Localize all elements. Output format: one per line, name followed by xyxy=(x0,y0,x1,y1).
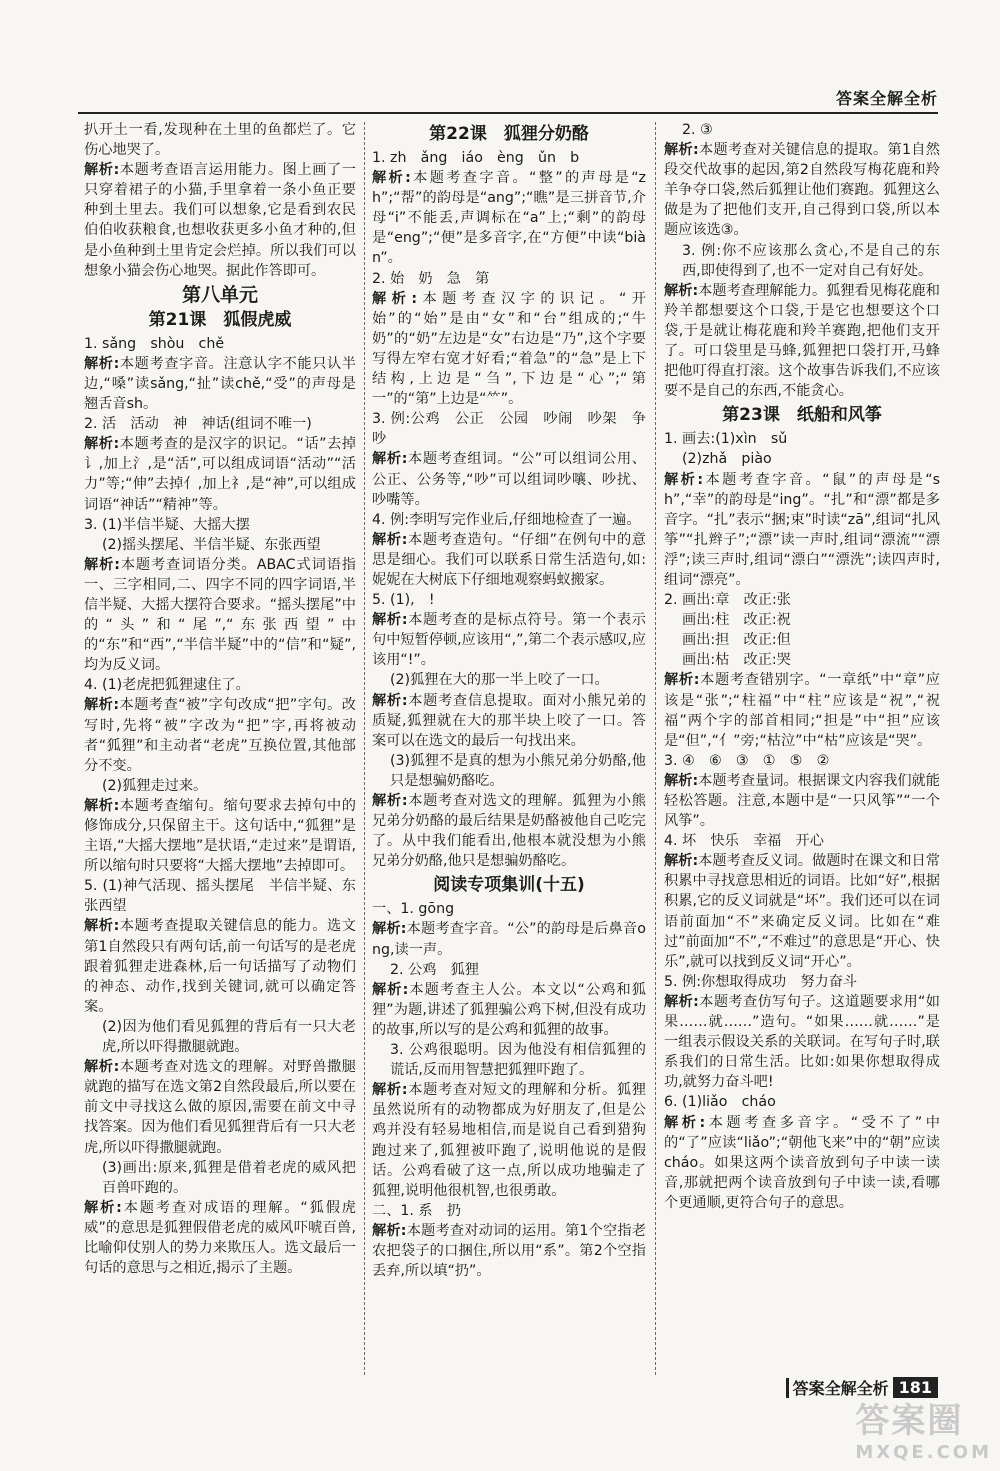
paragraph-text: 4. (1)老虎把狐狸逮住了。 xyxy=(84,677,250,694)
label-colon: : xyxy=(401,793,408,809)
answer-line xyxy=(372,510,646,530)
answer-line xyxy=(84,1158,356,1198)
analysis-paragraph xyxy=(84,1057,356,1157)
header-rule xyxy=(78,112,938,114)
analysis-label: 解析 xyxy=(664,282,693,299)
analysis-paragraph xyxy=(372,610,646,670)
answer-line xyxy=(664,449,940,469)
answer-line xyxy=(84,535,356,555)
paragraph-text: 本题考查信息提取。面对小熊兄弟的质疑,狐狸就在大的那半块上咬了一口。答案可以在选文的最后一句找出来。 xyxy=(372,692,646,749)
analysis-label: 解析 xyxy=(664,1114,700,1131)
answer-line xyxy=(84,515,356,535)
paragraph-text: 画出:柱 改正:祝 xyxy=(682,612,791,629)
analysis-label: 解析 xyxy=(372,451,402,468)
paragraph-text: 1. sǎng shòu chě xyxy=(84,335,225,352)
analysis-label: 解析 xyxy=(84,1199,117,1216)
paragraph-text: 3. 公鸡很聪明。因为他没有相信狐狸的谎话,反而用智慧把狐狸吓跑了。 xyxy=(390,1042,646,1079)
analysis-paragraph xyxy=(372,168,646,268)
label-colon: : xyxy=(405,170,411,187)
answer-line xyxy=(372,269,646,289)
answer-line xyxy=(664,241,940,281)
paragraph-text: 一、1. gōng xyxy=(372,901,455,918)
label-colon: : xyxy=(113,436,120,453)
label-colon: : xyxy=(693,993,699,1010)
label-colon: : xyxy=(401,451,408,468)
analysis-label: 解析 xyxy=(372,1222,401,1239)
answer-line xyxy=(372,899,646,919)
paragraph-text: 1. zh ǎng iáo èng ǔn b xyxy=(372,150,580,166)
section-heading: 第23课 纸船和风筝 xyxy=(722,405,882,426)
answer-line xyxy=(372,590,646,610)
paragraph-text: 本题考查反义词。做题时在课文和日常积累中寻找意思相近的词语。比如“好”,根据积累,它的反义词就是“坏”。我们还可以在词语前面加“不”来确定反义词。比如在“难过”前面加“不”,“不难过”的意思是“开心、快乐”,就可以找到反义词“开心”。 xyxy=(664,853,940,970)
section-heading: 第22课 狐狸分奶酪 xyxy=(429,124,589,144)
answer-line xyxy=(372,409,646,449)
paragraph-text: 扒开土一看,发现种在土里的鱼都烂了。它伤心地哭了。 xyxy=(84,122,356,159)
paragraph-text: 本题考查组词。“公”可以组词公用、公正、公务等,“吵”可以组词吵嚷、吵扰、吵嘴等。 xyxy=(372,451,646,508)
analysis-paragraph xyxy=(664,851,940,972)
label-colon: : xyxy=(114,556,120,573)
analysis-paragraph xyxy=(372,691,646,751)
answer-line xyxy=(372,1040,646,1080)
answer-line xyxy=(664,120,940,140)
label-colon: : xyxy=(401,531,408,548)
paragraph-text: 本题考查造句。“仔细”在例句中的意思是细心。我们可以联系日常生活造句,如:妮妮在大树底下仔细地观察蚂蚁搬家。 xyxy=(372,531,646,588)
paragraph-text: 2. 活 活动 神 神话(组词不唯一) xyxy=(84,416,312,433)
answer-line xyxy=(84,1017,356,1057)
column-1 xyxy=(84,120,356,1391)
label-colon: : xyxy=(113,697,120,714)
analysis-paragraph xyxy=(372,1080,646,1201)
analysis-paragraph xyxy=(664,670,940,750)
analysis-paragraph xyxy=(372,919,646,959)
analysis-paragraph xyxy=(84,695,356,775)
answer-line xyxy=(664,429,940,449)
paragraph-text: 本题考查对选文的理解。狐狸为小熊兄弟分奶酪的最后结果是奶酪被他自己吃完了。从中我们能看出,他根本就没想为小熊兄弟分奶酪,他只是想骗奶酪吃。 xyxy=(372,793,646,870)
watermark-site: MXQE.COM xyxy=(855,1442,992,1463)
paragraph-text: 本题考查语言运用能力。图上画了一只穿着裙子的小猫,手里拿着一条小鱼正要种到土里去。我们可以想象,它是看到农民伯伯收获粮食,也想收获更多小鱼才种的,但是小鱼种到土里肯定会烂掉。所以我们可以想象小猫会伤心地哭。据此作答即可。 xyxy=(84,162,356,279)
label-colon: : xyxy=(693,142,699,159)
paragraph-text: 本题考查理解能力。狐狸看见梅花鹿和羚羊都想要这个口袋,于是它也想要这个口袋,于是就让梅花鹿和羚羊赛跑,把他们支开了。可口袋里是马蜂,狐狸把口袋打开,马蜂把他叮得直打滚。这个故事告诉我们,不应该要不是自己的东西,不能贪心。 xyxy=(664,282,940,400)
answer-line xyxy=(664,630,940,650)
paragraph-text: 本题考查汉字的识记。“开始”的“始”是由“女”和“台”组成的;“牛奶”的“奶”左边是“女”右边是“乃”,这个字要写得左窄右宽才好看;“着急”的“急”是上下结构,上边是“刍”,下边是“心”;“第一”的“第”上边是“⺮”。 xyxy=(372,290,646,408)
label-colon: : xyxy=(697,471,704,488)
paragraph-text: 本题考查对动词的运用。第1个空指老农把袋子的口捆住,所以用“系”。第2个空指丢弃,所以填“扔”。 xyxy=(372,1222,646,1280)
analysis-label: 解析 xyxy=(372,921,401,938)
paragraph-text: 本题考查“被”字句改成“把”字句。改写时,先将“被”字改为“把”字,再将被动者“狐狸”和主动者“老虎”互换位置,其他部分不变。 xyxy=(84,697,356,774)
paragraph-text: 本题考查提取关键信息的能力。选文第1自然段只有两句话,前一句话写的是老虎跟着狐狸走进森林,后一句话描写了动物们的神态、动作,找到关键词,就可以确定答案。 xyxy=(84,918,356,1015)
analysis-label: 解析 xyxy=(84,797,114,814)
analysis-paragraph xyxy=(664,992,940,1092)
label-colon: : xyxy=(411,290,417,307)
footer-bar xyxy=(786,1378,789,1398)
analysis-paragraph xyxy=(84,555,356,676)
paragraph-text: 本题考查的是汉字的识记。“话”去掉讠,加上氵,是“活”,可以组成词语“活动”“活力”等;“伸”去掉亻,加上礻,是“神”,可以组成词语“神话”“精神”等。 xyxy=(84,436,356,513)
answer-line xyxy=(664,831,940,851)
answer-line xyxy=(84,776,356,796)
analysis-label: 解析 xyxy=(372,170,406,187)
footer-label: 答案全解全析 xyxy=(792,1379,889,1398)
paragraph-text: 1. 画去:(1)xìn sǔ xyxy=(664,431,788,448)
analysis-label: 解析 xyxy=(372,981,403,998)
answer-line xyxy=(664,610,940,630)
paragraph-text: 本题考查词语分类。ABAC式词语指一、三字相同,二、四字不同的四字词语,半信半疑、大摇大摆符合要求。“摇头摆尾”中的“头”和“尾”,“东张西望”中的“东”和“西”,“半信半疑”中的“信”和“疑”,均为反义词。 xyxy=(84,556,356,674)
paragraph-text: 画出:枯 改正:哭 xyxy=(682,652,791,669)
label-colon: : xyxy=(113,918,120,935)
answer-line xyxy=(664,1092,940,1112)
answer-line xyxy=(664,650,940,670)
analysis-label: 解析 xyxy=(372,612,402,629)
paragraph-text: 3. ④ ⑥ ③ ① ⑤ ② xyxy=(664,752,830,769)
analysis-label: 解析 xyxy=(664,853,693,870)
analysis-label: 解析 xyxy=(372,290,412,307)
column-divider xyxy=(655,122,656,1375)
paragraph-text: 2. 始 奶 急 第 xyxy=(372,270,490,287)
analysis-label: 解析 xyxy=(84,1059,114,1076)
paragraph-text: 3. 例:公鸡 公正 公园 吵闹 吵架 争吵 xyxy=(372,411,646,448)
paragraph-text: (2)因为他们看见狐狸的背后有一只大老虎,所以吓得撒腿就跑。 xyxy=(102,1018,356,1056)
paragraph-text: 本题考查对选文的理解。对野兽撒腿就跑的描写在选文第2自然段最后,所以要在前文中寻找这么做的原因,需要在前文中寻找答案。因为他们看见狐狸背后有一只大老虎,所以吓得撒腿就跑。 xyxy=(84,1059,356,1156)
analysis-paragraph xyxy=(664,470,940,591)
section-heading: 第21课 狐假虎威 xyxy=(148,309,292,330)
paragraph-text: 本题考查字音。“整”的声母是“zh”;“帮”的韵母是“ang”;“瞧”是三拼音节,介母“i”不能丢,声调标在“a”上;“剩”的韵母是“eng”;“便”是多音字,在“方便”中读“biàn”。 xyxy=(372,170,646,267)
answer-line xyxy=(372,960,646,980)
label-colon: : xyxy=(401,612,408,629)
section-heading: 第八单元 xyxy=(181,283,258,306)
analysis-paragraph xyxy=(372,449,646,509)
label-colon: : xyxy=(401,1082,408,1099)
answer-line xyxy=(84,876,356,916)
watermark-brand: 答案圈 xyxy=(855,1401,964,1441)
analysis-paragraph xyxy=(84,354,356,414)
paragraph-text: 2. 画出:章 改正:张 xyxy=(664,592,791,609)
analysis-label: 解析 xyxy=(664,772,693,789)
paragraph-text: 本题考查字音。“公”的韵母是后鼻音ong,读一声。 xyxy=(372,921,646,958)
paragraph-text: 本题考查字音。注意认字不能只认半边,“嗓”读sǎng,“扯”读chě,“受”的声母是翘舌音sh。 xyxy=(84,355,356,413)
analysis-paragraph xyxy=(664,771,940,831)
answer-line xyxy=(84,334,356,354)
analysis-label: 解析 xyxy=(664,142,693,159)
answer-line xyxy=(664,590,940,610)
paragraph-text: 本题考查多音字。“受不了”中的“了”应读“liǎo”;“朝他飞来”中的“朝”应读cháo。如果这两个读音放到句子中读一读音,那就把两个读音放到句子中读一读,看哪个更通顺,更符合句子的意思。 xyxy=(664,1114,940,1211)
paragraph-text: 本题考查仿写句子。这道题要求用“如果……就……”造句。“如果……就……”是一组表示假设关系的关联词。在写句子时,联系我们的日常生活。比如:如果你想取得成功,就努力奋斗吧! xyxy=(664,993,940,1091)
paragraph-text: 本题考查缩句。缩句要求去掉句中的修饰成分,只保留主干。这句话中,“狐狸”是主语,“大摇大摆地”是状语,“走过来”是谓语,所以缩句时只要将“大摇大摆地”去掉即可。 xyxy=(84,797,356,875)
analysis-paragraph xyxy=(84,916,356,1016)
label-colon: : xyxy=(692,772,699,789)
label-colon: : xyxy=(402,981,409,998)
label-colon: : xyxy=(113,797,120,814)
analysis-label: 解析 xyxy=(372,692,402,709)
analysis-label: 解析 xyxy=(372,793,402,809)
paragraph-text: 5. 例:你想取得成功 努力奋斗 xyxy=(664,973,858,990)
label-colon: : xyxy=(693,672,700,689)
column-3 xyxy=(664,120,940,1391)
label-colon: : xyxy=(401,692,408,709)
analysis-paragraph xyxy=(372,791,646,871)
analysis-paragraph xyxy=(84,1198,356,1278)
paragraph-text: 4. 例:李明写完作业后,仔细地检查了一遍。 xyxy=(372,511,641,528)
paragraph-text: (2)狐狸在大的那一半上咬了一口。 xyxy=(390,672,609,689)
analysis-paragraph xyxy=(84,434,356,514)
paragraph-text: 本题考查对关键信息的提取。第1自然段交代故事的起因,第2自然段写梅花鹿和羚羊争夺口袋,然后狐狸让他们赛跑。狐狸这么做是为了把他们支开,自己得到口袋,所以本题应该选③。 xyxy=(664,142,940,239)
analysis-paragraph xyxy=(84,160,356,281)
paragraph-text: (2)zhǎ piào xyxy=(682,451,772,468)
paragraph-text: 本题考查量词。根据课文内容我们就能轻松答题。注意,本题中是“一只风筝”“一个风筝”。 xyxy=(664,772,940,830)
paragraph-text: 4. 坏 快乐 幸福 开心 xyxy=(664,833,824,850)
label-colon: : xyxy=(692,853,699,870)
paragraph-text: (2)摇头摆尾、半信半疑、东张西望 xyxy=(102,536,321,553)
paragraph-text: 本题考查错别字。“一章纸”中“章”应该是“张”;“柱福”中“柱”应该是“祝”,“祝福”两个字的部首相同;“担是”中“担”应该是“但”,“亻”旁;“枯泣”中“枯”应该是“哭”。 xyxy=(664,672,940,749)
analysis-label: 解析 xyxy=(84,556,115,573)
analysis-label: 解析 xyxy=(664,672,694,689)
label-colon: : xyxy=(400,1222,407,1239)
column-2 xyxy=(372,120,646,1391)
label-colon: : xyxy=(113,355,120,372)
site-watermark xyxy=(855,1393,992,1463)
analysis-paragraph xyxy=(664,140,940,240)
analysis-label: 解析 xyxy=(372,531,402,548)
analysis-paragraph xyxy=(372,1221,646,1281)
answer-line xyxy=(84,120,356,160)
paragraph-text: 3. (1)半信半疑、大摇大摆 xyxy=(84,516,250,533)
answer-line xyxy=(372,1201,646,1221)
paragraph-text: 3. 例:你不应该那么贪心,不是自己的东西,即使得到了,也不一定对自己有好处。 xyxy=(682,242,940,279)
label-colon: : xyxy=(116,1199,122,1216)
label-colon: : xyxy=(113,1059,120,1076)
paragraph-text: 2. 公鸡 狐狸 xyxy=(390,961,479,978)
paragraph-text: 本题考查对短文的理解和分析。狐狸虽然说所有的动物都成为好朋友了,但是公鸡并没有轻易地相信,而是说自己看到猎狗跑过来了,狐狸被吓跑了,说明他说的是假话。公鸡看破了这一点,所以成功地骗走了狐狸,说明他很机智,也很勇敢。 xyxy=(372,1082,646,1199)
analysis-paragraph xyxy=(84,796,356,876)
paragraph-text: 本题考查主人公。本文以“公鸡和狐狸”为题,讲述了狐狸骗公鸡下树,但没有成功的故事,所以写的是公鸡和狐狸的故事。 xyxy=(372,981,646,1038)
page-number: 181 xyxy=(893,1377,938,1398)
paragraph-text: 画出:担 改正:但 xyxy=(682,632,791,649)
paragraph-text: 5. (1)神气活现、摇头摆尾 半信半疑、东张西望 xyxy=(84,878,356,915)
paragraph-text: 2. ③ xyxy=(682,122,713,138)
answer-line xyxy=(664,751,940,771)
label-colon: : xyxy=(692,282,699,299)
label-colon: : xyxy=(400,921,407,938)
answer-line xyxy=(372,751,646,791)
analysis-label: 解析 xyxy=(84,918,114,935)
column-divider xyxy=(364,122,365,1375)
analysis-label: 解析 xyxy=(84,436,114,453)
paragraph-text: 本题考查对成语的理解。“狐假虎威”的意思是狐狸假借老虎的威风吓唬百兽,比喻仰仗别人的势力来欺压人。选文最后一句话的意思与之相近,揭示了主题。 xyxy=(84,1199,356,1277)
paragraph-text: 本题考查的是标点符号。第一个表示句中短暂停顿,应该用“,”,第二个表示感叹,应该用“!”。 xyxy=(372,612,646,669)
analysis-label: 解析 xyxy=(372,1082,402,1099)
analysis-paragraph xyxy=(372,289,646,410)
header-tag: 答案全解全析 xyxy=(835,89,938,108)
answer-line xyxy=(84,414,356,434)
answer-line xyxy=(372,148,646,168)
label-colon: : xyxy=(113,162,120,179)
paragraph-text: (2)狐狸走过来。 xyxy=(102,777,208,794)
section-heading: 阅读专项集训(十五) xyxy=(433,875,585,896)
paragraph-text: 本题考查字音。“鼠”的声母是“sh”,“幸”的韵母是“ing”。“扎”和“漂”都是多音字。“扎”表示“捆;束”时读“zā”,组词“扎风筝”“扎辫子”;“漂”读一声时,组词“漂流”“漂浮”;读三声时,组词“漂白”“漂洗”;读四声时,组词“漂亮”。 xyxy=(664,471,940,588)
analysis-label: 解析 xyxy=(84,697,114,714)
analysis-paragraph xyxy=(664,1113,940,1213)
paragraph-text: (3)狐狸不是真的想为小熊兄弟分奶酪,他只是想骗奶酪吃。 xyxy=(390,752,646,789)
paragraph-text: 二、1. 系 扔 xyxy=(372,1202,461,1219)
analysis-paragraph xyxy=(664,281,940,402)
analysis-paragraph xyxy=(372,980,646,1040)
answer-line xyxy=(664,972,940,992)
analysis-label: 解析 xyxy=(664,993,694,1010)
answer-line xyxy=(372,670,646,690)
answer-line xyxy=(84,675,356,695)
analysis-label: 解析 xyxy=(84,355,114,372)
paragraph-text: 6. (1)liǎo cháo xyxy=(664,1094,776,1111)
analysis-label: 解析 xyxy=(84,162,114,179)
analysis-label: 解析 xyxy=(664,471,698,488)
analysis-paragraph xyxy=(372,530,646,590)
paragraph-text: 5. (1), ! xyxy=(372,592,435,609)
label-colon: : xyxy=(699,1114,706,1131)
paragraph-text: (3)画出:原来,狐狸是借着老虎的威风把百兽吓跑的。 xyxy=(102,1159,356,1196)
